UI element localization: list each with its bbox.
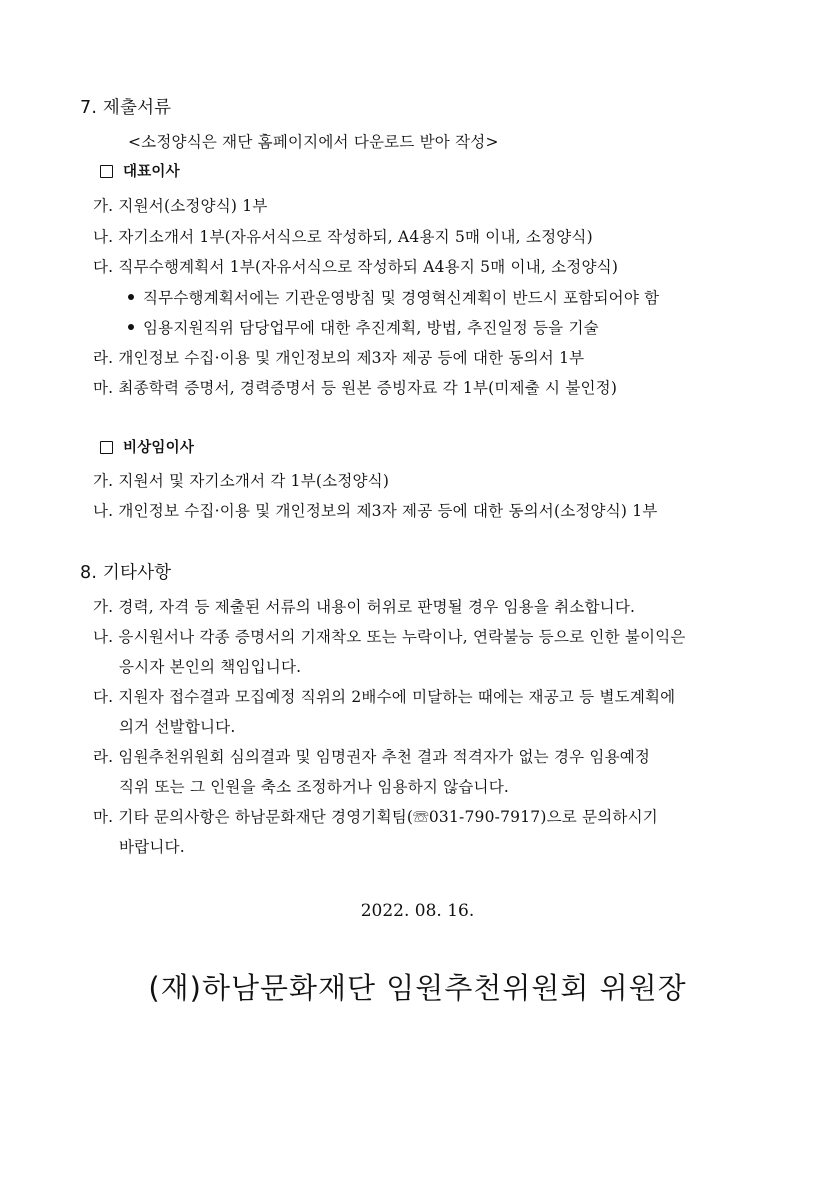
notice-line-continued: 응시자 본인의 책임입니다. <box>119 658 302 676</box>
signature-line: (재)하남문화재단 임원추천위원회 위원장 <box>148 971 687 1005</box>
rep-item: 라. 개인정보 수집·이용 및 개인정보의 제3자 제공 등에 대한 동의서 1부 <box>93 349 585 367</box>
non-executive-director-label: 비상임이사 <box>123 440 195 456</box>
rep-bullet-text: 직무수행계획서에는 기관운영방침 및 경영혁신계획이 반드시 포함되어야 함 <box>143 289 660 307</box>
nonexec-item: 나. 개인정보 수집·이용 및 개인정보의 제3자 제공 등에 대한 동의서(소정양식) 1부 <box>93 502 658 520</box>
non-executive-director-heading <box>100 438 194 458</box>
rep-item: 가. 지원서(소정양식) 1부 <box>93 197 268 215</box>
rep-bullet-text: 임용지원직위 담당업무에 대한 추진계획, 방법, 추진일정 등을 기술 <box>143 319 599 337</box>
section-7-note: <소정양식은 재단 홈페이지에서 다운로드 받아 작성> <box>128 133 499 151</box>
rep-item: 마. 최종학력 증명서, 경력증명서 등 원본 증빙자료 각 1부(미제출 시 불인정) <box>93 379 618 397</box>
document-date: 2022. 08. 16. <box>360 901 475 921</box>
notice-line-continued: 직위 또는 그 인원을 축소 조정하거나 임용하지 않습니다. <box>119 778 509 796</box>
bullet-icon <box>128 324 134 330</box>
rep-bullet <box>128 318 599 338</box>
checkbox-square-icon <box>100 441 113 454</box>
notice-line: 가. 경력, 자격 등 제출된 서류의 내용이 허위로 판명될 경우 임용을 취소합니다. <box>93 598 636 616</box>
notice-line: 마. 기타 문의사항은 하남문화재단 경영기획팀(☏031-790-7917)으로 문의하시기 <box>93 808 658 826</box>
bullet-icon <box>128 294 134 300</box>
rep-item: 다. 직무수행계획서 1부(자유서식으로 작성하되 A4용지 5매 이내, 소정양식) <box>93 258 619 276</box>
rep-bullet <box>128 288 659 308</box>
notice-line: 나. 응시원서나 각종 증명서의 기재착오 또는 누락이나, 연락불능 등으로 인한 불이익은 <box>93 628 686 646</box>
rep-item: 나. 자기소개서 1부(자유서식으로 작성하되, A4용지 5매 이내, 소정양식) <box>93 228 593 246</box>
nonexec-item: 가. 지원서 및 자기소개서 각 1부(소정양식) <box>93 472 390 490</box>
section-8-title: 8. 기타사항 <box>80 563 172 583</box>
section-7-title: 7. 제출서류 <box>80 98 172 118</box>
notice-line-continued: 바랍니다. <box>119 838 185 856</box>
notice-line-continued: 의거 선발합니다. <box>119 718 236 736</box>
checkbox-square-icon <box>100 165 113 178</box>
representative-director-label: 대표이사 <box>123 164 180 180</box>
notice-line: 라. 임원추천위원회 심의결과 및 임명권자 추천 결과 적격자가 없는 경우 임용예정 <box>93 748 651 766</box>
representative-director-heading <box>100 162 180 182</box>
notice-line: 다. 지원자 접수결과 모집예정 직위의 2배수에 미달하는 때에는 재공고 등 별도계획에 <box>93 688 676 706</box>
